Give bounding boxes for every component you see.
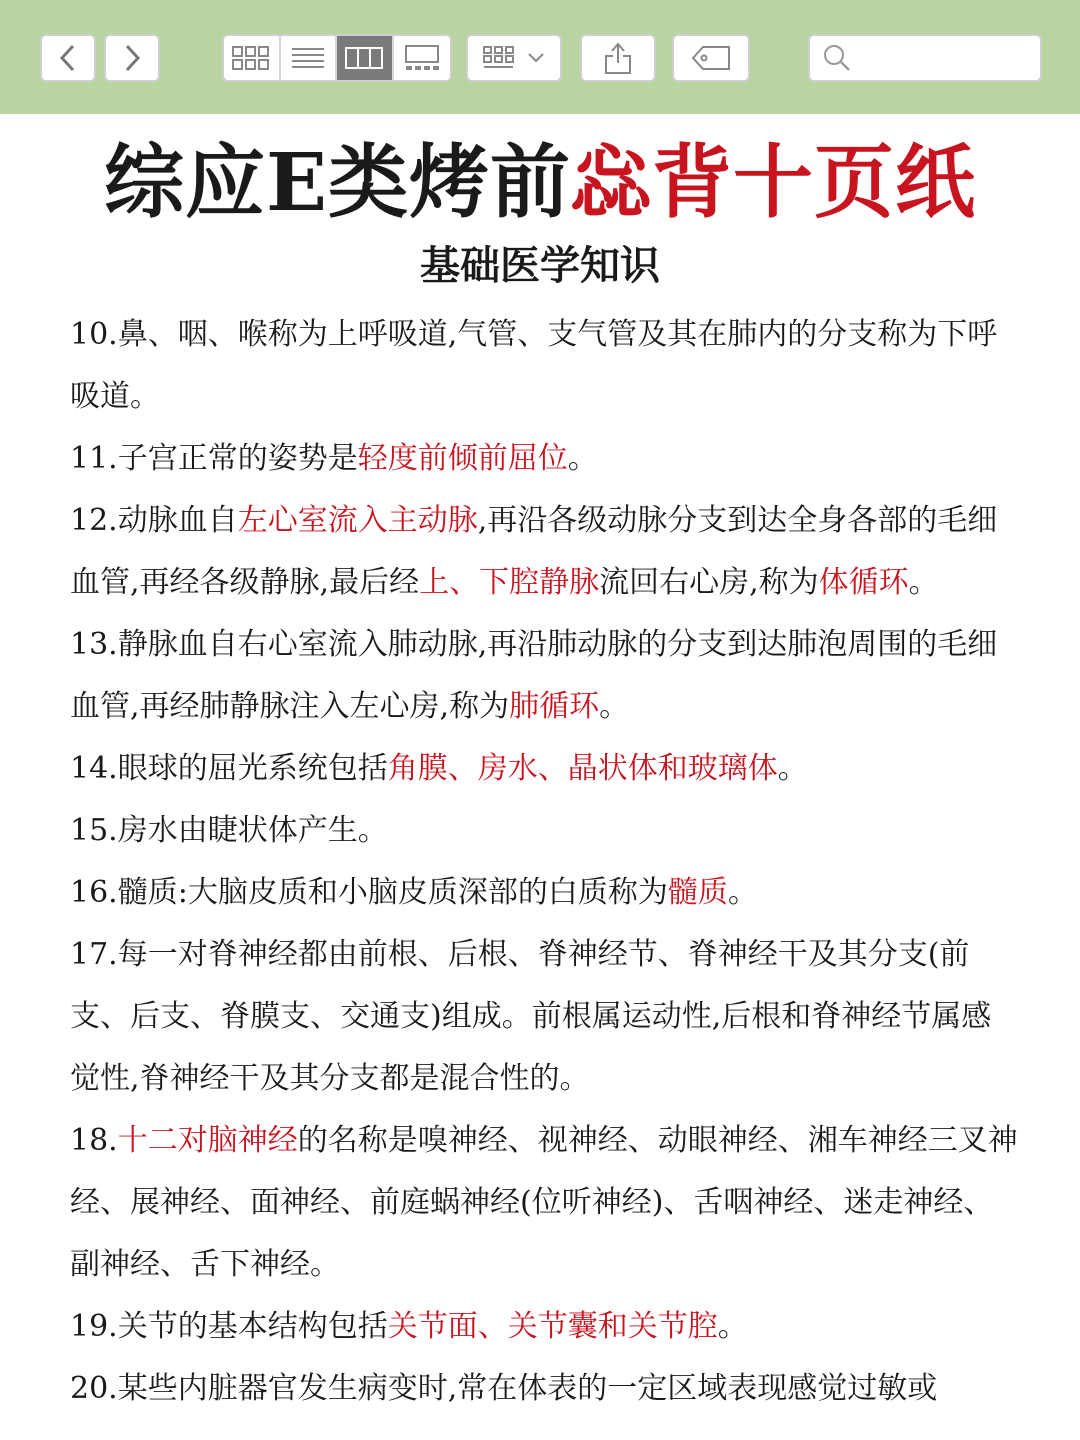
knowledge-item bbox=[70, 1110, 1020, 1296]
title-black: 综应E类烤前 bbox=[104, 135, 571, 229]
item-text: 15.房水由睫状体产生。 bbox=[70, 813, 388, 848]
gallery-view-icon bbox=[403, 45, 441, 71]
highlight-text: 十二对脑神经 bbox=[117, 1123, 298, 1158]
knowledge-item bbox=[70, 614, 1020, 738]
page-title bbox=[0, 136, 1080, 228]
share-button[interactable] bbox=[580, 34, 656, 82]
highlight-text: 轻度前倾前屈位 bbox=[357, 441, 568, 476]
title-red: 惢背十页纸 bbox=[570, 135, 976, 229]
item-text: 17.每一对脊神经都由前根、后根、脊神经节、脊神经干及其分支(前支、后支、脊膜支、交通支)组成。前根属运动性,后根和脊神经节属感觉性,脊神经干及其分支都是混合性的。 bbox=[70, 937, 992, 1096]
column-view-icon bbox=[345, 47, 383, 69]
chevron-left-icon bbox=[57, 43, 79, 73]
search-field[interactable] bbox=[808, 34, 1042, 82]
highlight-text: 上、下腔静脉 bbox=[419, 565, 600, 600]
item-text: 。 bbox=[599, 689, 630, 724]
item-text: 14.眼球的屈光系统包括 bbox=[70, 751, 388, 786]
knowledge-item bbox=[70, 1358, 1020, 1420]
item-text: 10.鼻、咽、喉称为上呼吸道,气管、支气管及其在肺内的分支称为下呼吸道。 bbox=[70, 317, 998, 414]
list-view-button[interactable] bbox=[281, 36, 338, 80]
item-text: 12.动脉血自 bbox=[70, 503, 238, 538]
knowledge-item bbox=[70, 862, 1020, 924]
highlight-text: 体循环 bbox=[818, 565, 909, 600]
knowledge-item bbox=[70, 490, 1020, 614]
grid-view-icon bbox=[232, 46, 270, 70]
tag-button[interactable] bbox=[672, 34, 750, 82]
item-text: 19.关节的基本结构包括 bbox=[70, 1309, 388, 1344]
highlight-text: 肺循环 bbox=[509, 689, 600, 724]
grid-view-button[interactable] bbox=[224, 36, 281, 80]
group-by-icon bbox=[483, 46, 519, 70]
share-icon bbox=[604, 41, 632, 75]
item-text: 。 bbox=[717, 1309, 748, 1344]
item-text: 11.子宫正常的姿势是 bbox=[70, 441, 358, 476]
item-text: ,再沿各级动脉分支到达全身各部的毛细血管,再经各级静脉,最后经 bbox=[70, 503, 998, 600]
knowledge-item bbox=[70, 924, 1020, 1110]
group-by-button[interactable] bbox=[466, 34, 562, 82]
back-button[interactable] bbox=[40, 34, 96, 82]
column-view-button[interactable] bbox=[337, 36, 394, 80]
item-text: 。 bbox=[567, 441, 598, 476]
chevron-down-icon bbox=[527, 51, 545, 65]
chevron-right-icon bbox=[121, 43, 143, 73]
knowledge-item bbox=[70, 800, 1020, 862]
knowledge-item bbox=[70, 428, 1020, 490]
item-text: 20.某些内脏器官发生病变时,常在体表的一定区域表现感觉过敏或 bbox=[70, 1371, 938, 1406]
item-text: 。 bbox=[908, 565, 939, 600]
tag-icon bbox=[691, 45, 731, 71]
item-text: 。 bbox=[727, 875, 758, 910]
item-text: 13.静脉血自右心室流入肺动脉,再沿肺动脉的分支到达肺泡周围的毛细血管,再经肺静脉注入左心房,称为 bbox=[70, 627, 998, 724]
item-text: 的名称是嗅神经、视神经、动眼神经、湘车神经三叉神经、展神经、面神经、前庭蜗神经(位听神经)、舌咽神经、迷走神经、副神经、舌下神经。 bbox=[70, 1123, 1018, 1282]
list-view-icon bbox=[291, 46, 325, 70]
highlight-text: 左心室流入主动脉 bbox=[237, 503, 478, 538]
section-subtitle: 基础医学知识 bbox=[420, 242, 660, 289]
knowledge-list bbox=[70, 304, 1020, 1420]
highlight-text: 髓质 bbox=[667, 875, 728, 910]
view-mode-group bbox=[222, 34, 452, 82]
knowledge-item bbox=[70, 304, 1020, 428]
highlight-text: 角膜、房水、晶状体和玻璃体 bbox=[387, 751, 778, 786]
item-text: 18. bbox=[70, 1123, 118, 1158]
search-icon bbox=[822, 43, 852, 73]
gallery-view-button[interactable] bbox=[394, 36, 450, 80]
knowledge-item bbox=[70, 1296, 1020, 1358]
knowledge-item bbox=[70, 738, 1020, 800]
item-text: 流回右心房,称为 bbox=[599, 565, 819, 600]
item-text: 16.髓质:大脑皮质和小脑皮质深部的白质称为 bbox=[70, 875, 668, 910]
toolbar bbox=[0, 0, 1080, 114]
item-text: 。 bbox=[777, 751, 808, 786]
forward-button[interactable] bbox=[104, 34, 160, 82]
highlight-text: 关节面、关节囊和关节腔 bbox=[387, 1309, 718, 1344]
